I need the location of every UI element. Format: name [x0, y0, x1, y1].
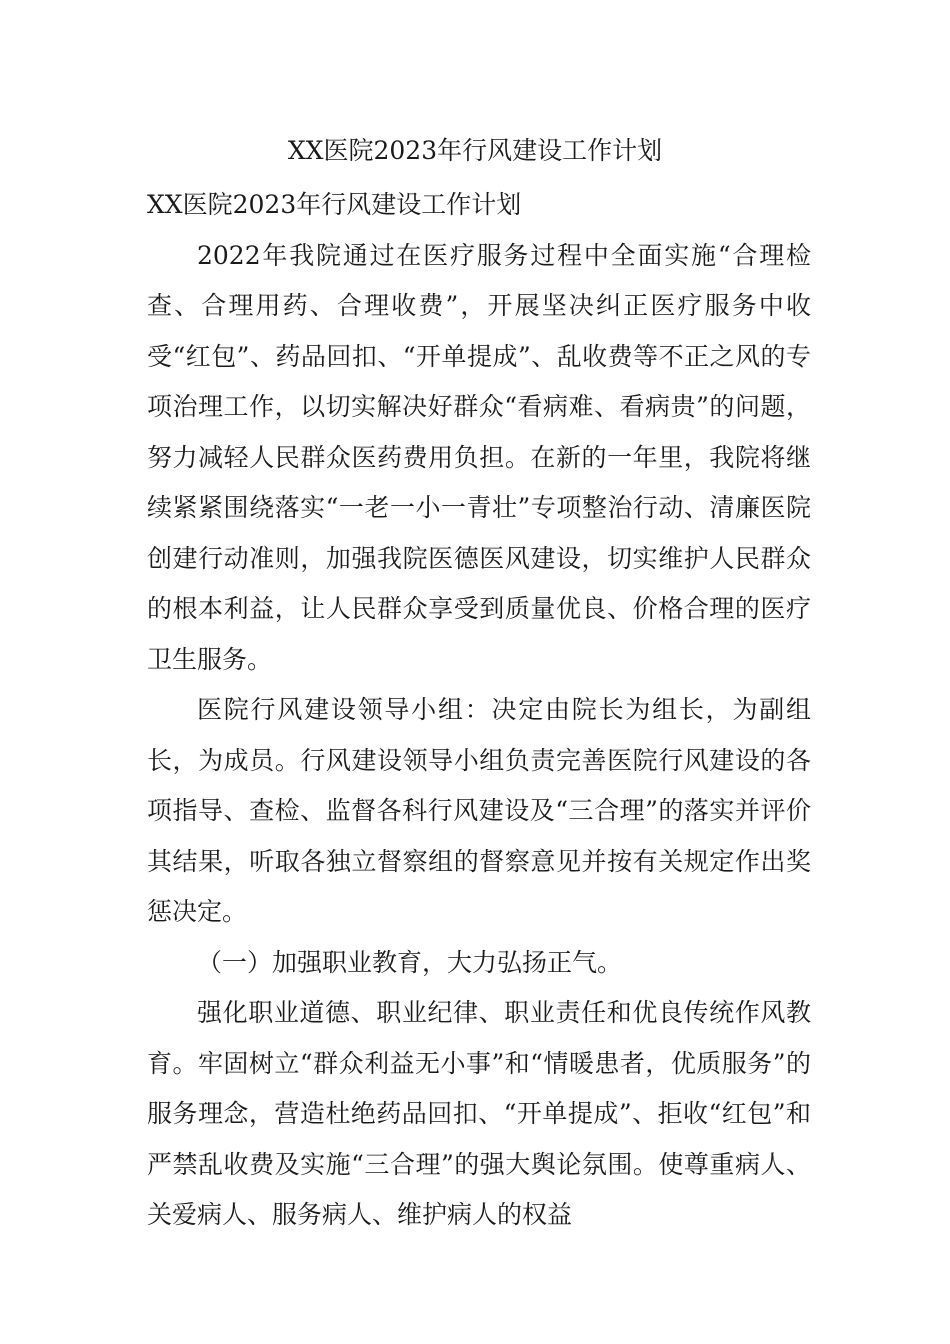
paragraph-intro: 2022年我院通过在医疗服务过程中全面实施“合理检查、合理用药、合理收费”，开展坚决纠正医疗服务中收受“红包”、药品回扣、“开单提成”、乱收费等不正之风的专项治理工作，以切实解决好群众“看病难、看病贵”的问题，努力减轻人民群众医药费用负担。在新的一年里，我院将继续紧紧围绕落实“一老一小一青壮”专项整治行动、清廉医院创建行动准则，加强我院医德医风建设，切实维护人民群众的根本利益，让人民群众享受到质量优良、价格合理的医疗卫生服务。: [147, 240, 811, 674]
paragraph-education: 强化职业道德、职业纪律、职业责任和优良传统作风教育。牢固树立“群众利益无小事”和“情暖患者，优质服务”的服务理念，营造杜绝药品回扣、“开单提成”、拒收“红包”和严禁乱收费及实施“三合理”的强大舆论氛围。使尊重病人、关爱病人、服务病人、维护病人的权益: [147, 998, 811, 1229]
document-body: [147, 180, 811, 1241]
paragraph-leadership-group: 医院行风建设领导小组：决定由院长为组长，为副组长，为成员。行风建设领导小组负责完善医院行风建设的各项指导、查检、监督各科行风建设及“三合理”的落实并评价其结果，听取各独立督察组的督察意见并按有关规定作出奖惩决定。: [147, 695, 811, 926]
section-heading-1: （一）加强职业教育，大力弘扬正气。: [197, 947, 623, 977]
document-subtitle: XX医院2023年行风建设工作计划: [147, 190, 522, 219]
document-title: XX医院2023年行风建设工作计划: [287, 136, 663, 165]
